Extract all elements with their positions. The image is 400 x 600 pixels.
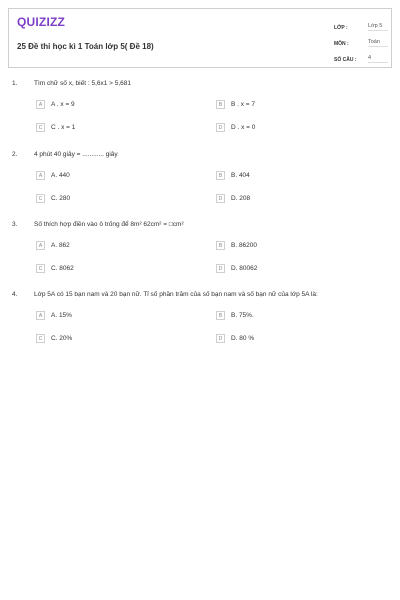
option-letter-box: B [216, 241, 225, 250]
question-text: Số thích hợp điền vào ô trống để 8m² 62cm² = □cm² [34, 220, 184, 228]
option-text: B . x = 7 [231, 101, 256, 108]
option-c[interactable] [36, 333, 72, 344]
option-text: D . x = 0 [231, 124, 256, 131]
option-text: D. 80 % [231, 335, 255, 342]
brand-logo: QUIZIZZ [17, 15, 66, 29]
option-text: B. 404 [231, 172, 250, 179]
option-text: C. 8062 [51, 265, 74, 272]
option-c[interactable] [36, 263, 74, 274]
option-c[interactable] [36, 193, 70, 204]
option-text: B. 75%. [231, 312, 254, 319]
option-letter-box: B [216, 311, 225, 320]
option-a[interactable] [36, 310, 72, 321]
question-text: Tìm chữ số x, biết : 5,6x1 > 5,681 [34, 79, 132, 87]
question-3 [12, 217, 382, 283]
options [34, 301, 374, 353]
option-d[interactable] [216, 122, 255, 133]
option-letter-box: A [36, 100, 45, 109]
meta-label: LỚP : [334, 25, 348, 31]
option-letter-box: C [36, 194, 45, 203]
option-b[interactable] [216, 99, 255, 110]
meta-row-grade [334, 15, 388, 31]
worksheet-meta [334, 15, 388, 63]
question-number: 3. [12, 220, 18, 228]
question-2 [12, 147, 382, 213]
worksheet-header [8, 8, 392, 68]
option-letter-box: D [216, 194, 225, 203]
option-letter-box: A [36, 311, 45, 320]
question-text: Lớp 5A có 15 bạn nam và 20 bạn nữ. Tỉ số phần trăm của số bạn nam và số bạn nữ của lớp 5A là: [34, 290, 318, 298]
options [34, 90, 374, 142]
option-b[interactable] [216, 170, 250, 181]
question-1 [12, 76, 382, 142]
meta-label: SỐ CÂU : [334, 57, 357, 63]
option-text: A. 440 [51, 172, 70, 179]
option-text: B. 86200 [231, 242, 258, 249]
option-a[interactable] [36, 240, 70, 251]
meta-label: MÔN : [334, 41, 349, 47]
option-letter-box: C [36, 334, 45, 343]
option-text: C. 280 [51, 195, 71, 202]
option-text: C . x = 1 [51, 124, 76, 131]
meta-row-question-count [334, 47, 388, 63]
option-text: A. 862 [51, 242, 70, 249]
meta-value: Toán [368, 39, 388, 47]
option-text: D. 80062 [231, 265, 258, 272]
option-letter-box: C [36, 264, 45, 273]
options [34, 231, 374, 283]
option-b[interactable] [216, 240, 257, 251]
option-c[interactable] [36, 122, 75, 133]
option-letter-box: B [216, 100, 225, 109]
option-letter-box: D [216, 264, 225, 273]
option-letter-box: C [36, 123, 45, 132]
question-number: 1. [12, 79, 18, 87]
worksheet-title: 25 Đề thi học kì 1 Toán lớp 5( Đề 18) [17, 42, 154, 51]
option-d[interactable] [216, 193, 250, 204]
option-letter-box: B [216, 171, 225, 180]
option-a[interactable] [36, 99, 75, 110]
option-text: D. 208 [231, 195, 251, 202]
option-letter-box: A [36, 171, 45, 180]
option-text: C. 20% [51, 335, 73, 342]
option-letter-box: D [216, 123, 225, 132]
question-number: 2. [12, 150, 18, 158]
option-a[interactable] [36, 170, 70, 181]
option-d[interactable] [216, 263, 257, 274]
question-4 [12, 287, 382, 353]
meta-value: 4 [368, 55, 388, 63]
option-letter-box: A [36, 241, 45, 250]
option-letter-box: D [216, 334, 225, 343]
option-text: A . x = 9 [51, 101, 75, 108]
option-b[interactable] [216, 310, 254, 321]
option-text: A. 15% [51, 312, 72, 319]
options [34, 161, 374, 213]
question-text: 4 phút 40 giây = ............ giây [34, 150, 118, 158]
option-d[interactable] [216, 333, 254, 344]
meta-row-subject [334, 31, 388, 47]
question-number: 4. [12, 290, 18, 298]
meta-value: Lớp 5 [368, 23, 388, 31]
